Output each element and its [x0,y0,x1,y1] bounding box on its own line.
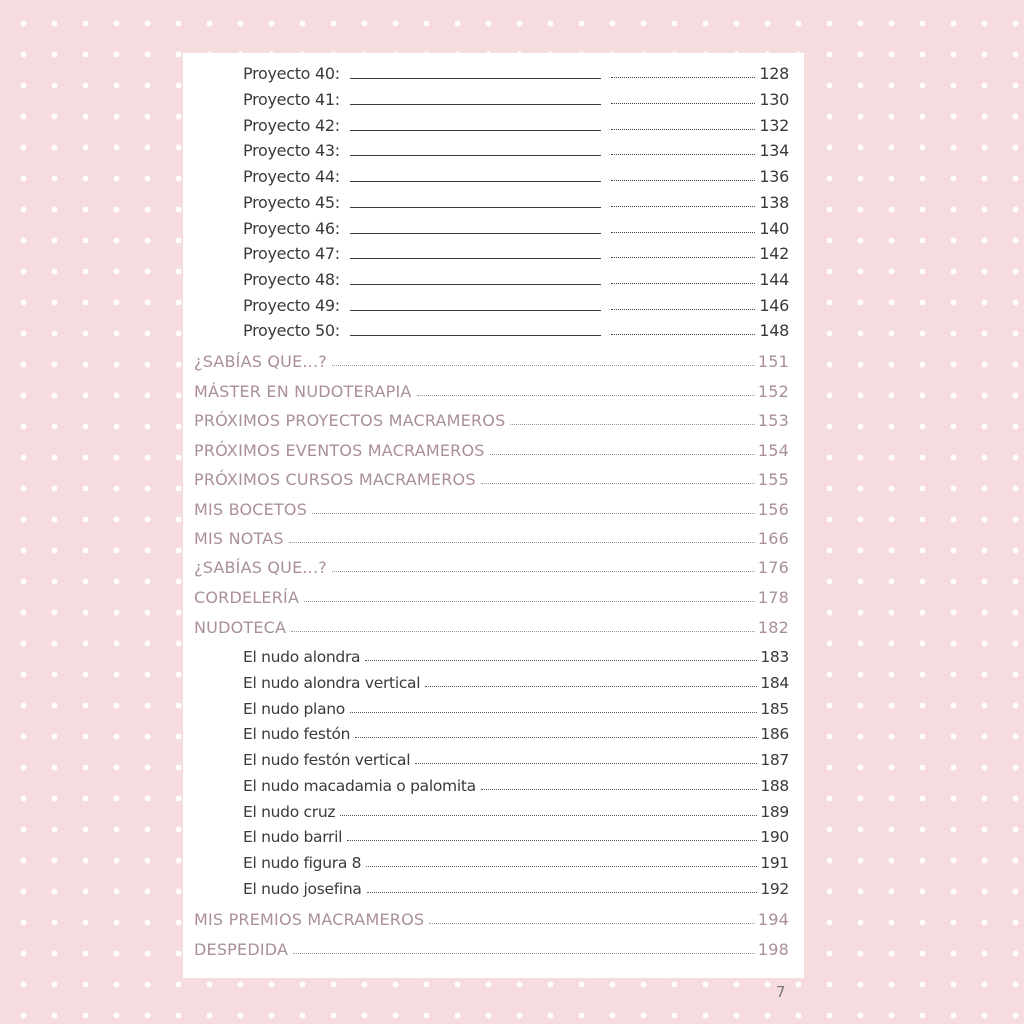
toc-entry-label: Proyecto 40: [243,64,340,83]
toc-page-number: 140 [759,219,789,238]
toc-section-label: PRÓXIMOS PROYECTOS MACRAMEROS [194,411,506,430]
toc-page-number: 189 [760,803,789,821]
toc-entry-label: El nudo festón [243,725,351,743]
dot-leader [365,660,757,661]
dot-leader [490,454,755,455]
toc-section-row[interactable] [194,555,789,577]
toc-project-row[interactable] [243,115,789,135]
dot-leader [611,257,755,258]
toc-page-number: 182 [757,618,789,637]
dot-leader [611,103,755,104]
toc-entry-label: El nudo alondra [243,648,361,666]
toc-entry-label: El nudo alondra vertical [243,674,421,692]
dot-leader [332,571,755,572]
toc-page-number: 136 [759,167,789,186]
toc-section-label: CORDELERÍA [194,588,300,607]
dot-leader [611,232,755,233]
blank-line [350,284,601,285]
dot-leader [417,395,755,396]
toc-subentry-row[interactable] [243,826,789,846]
toc-subentry-row[interactable] [243,749,789,769]
toc-page-number: 155 [757,470,789,489]
toc-section-label: MIS BOCETOS [194,500,308,519]
toc-entry-label: Proyecto 50: [243,321,340,340]
dot-leader [611,129,755,130]
toc-entry-label: El nudo macadamia o palomita [243,777,476,795]
toc-project-row[interactable] [243,243,789,263]
toc-entry-label: El nudo cruz [243,803,336,821]
toc-page-number: 178 [757,588,789,607]
toc-entry-label: Proyecto 43: [243,141,340,160]
dot-leader [611,309,755,310]
toc-page-number: 151 [757,352,789,371]
toc-page-number: 190 [760,828,789,846]
toc-project-row[interactable] [243,166,789,186]
toc-section-label: PRÓXIMOS EVENTOS MACRAMEROS [194,441,485,460]
toc-page-number: 191 [760,854,789,872]
toc-page-number: 152 [757,382,789,401]
toc-page-number: 142 [759,244,789,263]
toc-page-number: 146 [759,296,789,315]
toc-section-label: MIS NOTAS [194,529,284,548]
toc-page-number: 192 [760,880,789,898]
blank-line [350,310,601,311]
toc-project-row[interactable] [243,218,789,238]
toc-section-row[interactable] [194,937,789,959]
toc-section-row[interactable] [194,526,789,548]
toc-subentry-row[interactable] [243,852,789,872]
toc-section-label: NUDOTECA [194,618,287,637]
toc-page-number: 128 [759,64,789,83]
toc-entry-label: Proyecto 44: [243,167,340,186]
dot-leader [611,206,755,207]
dot-leader [429,923,755,924]
toc-page-number: 186 [760,725,789,743]
toc-entry-label: Proyecto 46: [243,219,340,238]
toc-page-number: 184 [760,674,789,692]
dot-leader [425,686,757,687]
toc-project-row[interactable] [243,269,789,289]
toc-page-number: 132 [759,116,789,135]
toc-section-row[interactable] [194,379,789,401]
dot-leader [611,334,755,335]
toc-page-number: 148 [759,321,789,340]
toc-entry-label: El nudo figura 8 [243,854,362,872]
toc-subentry-row[interactable] [243,878,789,898]
toc-subentry-row[interactable] [243,801,789,821]
toc-section-label: MÁSTER EN NUDOTERAPIA [194,382,412,401]
toc-project-row[interactable] [243,140,789,160]
toc-section-label: MIS PREMIOS MACRAMEROS [194,910,425,929]
dot-leader [347,840,757,841]
toc-page-number: 188 [760,777,789,795]
toc-section-row[interactable] [194,408,789,430]
toc-page-number: 183 [760,648,789,666]
dot-leader [340,815,757,816]
dot-leader [415,763,757,764]
dot-leader [350,712,757,713]
dot-leader [611,180,755,181]
toc-section-row[interactable] [194,585,789,607]
toc-project-row[interactable] [243,63,789,83]
dot-leader [355,737,757,738]
dot-leader [291,631,755,632]
toc-project-row[interactable] [243,89,789,109]
toc-entry-label: Proyecto 45: [243,193,340,212]
blank-line [350,181,601,182]
toc-page-number: 187 [760,751,789,769]
dot-leader [367,892,758,893]
toc-page-number: 176 [757,558,789,577]
blank-line [350,104,601,105]
toc-page [183,53,804,978]
toc-section-row[interactable] [194,438,789,460]
toc-section-row[interactable] [194,907,789,929]
page-number: 7 [776,983,786,1001]
toc-entry-label: Proyecto 47: [243,244,340,263]
blank-line [350,78,601,79]
dot-leader [611,154,755,155]
toc-subentry-row[interactable] [243,698,789,718]
dot-leader [366,866,757,867]
toc-section-label: DESPEDIDA [194,940,289,959]
toc-page-number: 154 [757,441,789,460]
dot-leader [332,365,755,366]
dot-leader [481,789,757,790]
toc-entry-label: El nudo barril [243,828,343,846]
dot-leader [481,483,755,484]
dot-leader [289,542,755,543]
toc-entry-label: Proyecto 49: [243,296,340,315]
toc-page-number: 185 [760,700,789,718]
toc-section-label: PRÓXIMOS CURSOS MACRAMEROS [194,470,476,489]
toc-entry-label: El nudo festón vertical [243,751,411,769]
toc-section-row[interactable] [194,467,789,489]
toc-page-number: 156 [757,500,789,519]
toc-page-number: 130 [759,90,789,109]
dot-leader [293,953,755,954]
toc-page-number: 166 [757,529,789,548]
blank-line [350,155,601,156]
toc-page-number: 153 [757,411,789,430]
toc-subentry-row[interactable] [243,723,789,743]
dot-leader [611,77,755,78]
toc-page-number: 134 [759,141,789,160]
blank-line [350,207,601,208]
toc-page-number: 144 [759,270,789,289]
toc-subentry-row[interactable] [243,646,789,666]
toc-section-row[interactable] [194,497,789,519]
blank-line [350,335,601,336]
toc-entry-label: Proyecto 42: [243,116,340,135]
dot-leader [611,283,755,284]
toc-section-row[interactable] [194,349,789,371]
toc-entry-label: Proyecto 48: [243,270,340,289]
blank-line [350,130,601,131]
toc-project-row[interactable] [243,295,789,315]
toc-entry-label: El nudo josefina [243,880,362,898]
toc-page-number: 194 [757,910,789,929]
toc-entry-label: El nudo plano [243,700,345,718]
toc-subentry-row[interactable] [243,775,789,795]
toc-entry-label: Proyecto 41: [243,90,340,109]
toc-page-number: 138 [759,193,789,212]
toc-project-row[interactable] [243,192,789,212]
toc-project-row[interactable] [243,320,789,340]
toc-section-label: ¿SABÍAS QUE...? [194,352,327,371]
dot-leader [510,424,754,425]
toc-section-label: ¿SABÍAS QUE...? [194,558,327,577]
toc-page-number: 198 [757,940,789,959]
dot-leader [312,513,755,514]
toc-subentry-row[interactable] [243,672,789,692]
dot-leader [304,601,755,602]
blank-line [350,233,601,234]
toc-section-row[interactable] [194,615,789,637]
blank-line [350,258,601,259]
